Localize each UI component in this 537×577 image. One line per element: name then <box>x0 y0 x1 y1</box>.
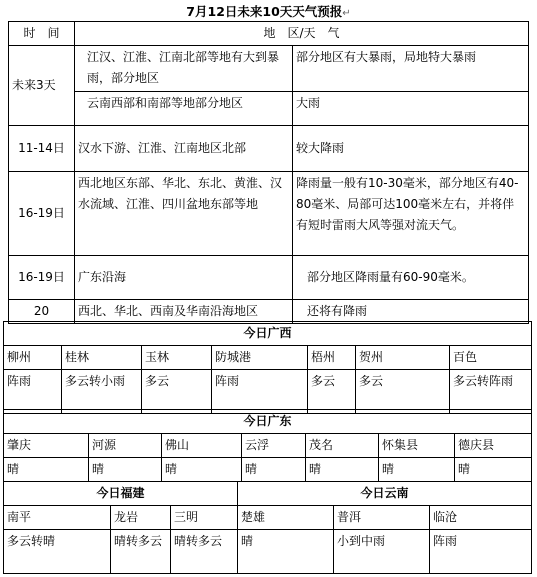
section-heading: 今日广东 <box>4 410 532 434</box>
city-cell: 三明 <box>171 506 238 530</box>
table-row <box>4 370 532 414</box>
table-row <box>9 46 529 92</box>
weather-cell: 晴 <box>89 458 162 482</box>
city-cell: 茂名 <box>306 434 379 458</box>
weather-cell: 多云 <box>142 370 212 414</box>
weather-cell: 晴 <box>162 458 242 482</box>
city-cell: 河源 <box>89 434 162 458</box>
weather-cell: 阵雨 <box>212 370 308 414</box>
city-cell: 临沧 <box>430 506 532 530</box>
weather-cell: 晴 <box>238 530 334 574</box>
city-cell: 桂林 <box>62 346 142 370</box>
city-cell: 百色 <box>450 346 532 370</box>
weather-cell: 还将有降雨 <box>293 300 529 324</box>
weather-cell: 晴 <box>455 458 532 482</box>
city-cell: 防城港 <box>212 346 308 370</box>
region-cell: 西北、华北、西南及华南沿海地区 <box>75 300 293 324</box>
weather-cell: 大雨 <box>293 92 529 126</box>
table-row <box>4 458 532 482</box>
section-heading: 今日福建 <box>4 482 238 506</box>
time-cell: 未来3天 <box>9 46 75 126</box>
weather-cell: 晴 <box>4 458 89 482</box>
weather-cell: 部分地区有大暴雨，局地特大暴雨 <box>293 46 529 92</box>
table-row <box>4 434 532 458</box>
fujian-yunnan-table <box>3 481 532 574</box>
city-cell: 怀集县 <box>379 434 455 458</box>
weather-cell: 多云 <box>308 370 356 414</box>
weather-cell: 晴转多云 <box>111 530 171 574</box>
table-row <box>9 256 529 300</box>
section-heading: 今日云南 <box>238 482 532 506</box>
weather-cell: 降雨量一般有10-30毫米，部分地区有40-80毫米、局部可达100毫米左右，并将伴有短时雷雨大风等强对流天气。 <box>293 172 529 256</box>
weather-cell: 多云 <box>356 370 450 414</box>
region-weather-header: 地 区/天 气 <box>75 22 529 46</box>
table-row <box>4 346 532 370</box>
city-cell: 梧州 <box>308 346 356 370</box>
table-row <box>4 410 532 434</box>
weather-cell: 多云转小雨 <box>62 370 142 414</box>
guangxi-table <box>3 321 532 414</box>
weather-cell: 阵雨 <box>4 370 62 414</box>
weather-cell: 阵雨 <box>430 530 532 574</box>
table-row <box>4 482 532 506</box>
weather-cell: 小到中雨 <box>334 530 430 574</box>
table-row <box>9 92 529 126</box>
region-cell: 广东沿海 <box>75 256 293 300</box>
table-row <box>4 530 532 574</box>
weather-cell: 晴 <box>242 458 306 482</box>
weather-cell: 较大降雨 <box>293 126 529 172</box>
city-cell: 玉林 <box>142 346 212 370</box>
region-cell: 西北地区东部、华北、东北、黄淮、汉水流域、江淮、四川盆地东部等地 <box>75 172 293 256</box>
region-cell: 云南西部和南部等地部分地区 <box>75 92 293 126</box>
guangdong-table <box>3 409 532 482</box>
weather-cell: 部分地区降雨量有60-90毫米。 <box>293 256 529 300</box>
table-row <box>4 506 532 530</box>
time-cell: 16-19日 <box>9 172 75 256</box>
city-cell: 龙岩 <box>111 506 171 530</box>
weather-cell: 多云转晴 <box>4 530 111 574</box>
weather-cell: 晴转多云 <box>171 530 238 574</box>
time-cell: 11-14日 <box>9 126 75 172</box>
table-row <box>9 172 529 256</box>
time-cell: 20 <box>9 300 75 324</box>
table-row <box>9 300 529 324</box>
weather-cell: 晴 <box>306 458 379 482</box>
city-cell: 德庆县 <box>455 434 532 458</box>
section-heading: 今日广西 <box>4 322 532 346</box>
time-header: 时 间 <box>9 22 75 46</box>
table-row <box>4 322 532 346</box>
table-row <box>9 126 529 172</box>
city-cell: 贺州 <box>356 346 450 370</box>
weather-cell: 多云转阵雨 <box>450 370 532 414</box>
city-cell: 肇庆 <box>4 434 89 458</box>
city-cell: 云浮 <box>242 434 306 458</box>
region-cell: 江汉、江淮、江南北部等地有大到暴雨，部分地区 <box>75 46 293 92</box>
city-cell: 普洱 <box>334 506 430 530</box>
page-title: 7月12日未来10天天气预报↵ <box>186 4 351 19</box>
city-cell: 佛山 <box>162 434 242 458</box>
city-cell: 南平 <box>4 506 111 530</box>
city-cell: 楚雄 <box>238 506 334 530</box>
weather-cell: 晴 <box>379 458 455 482</box>
city-cell: 柳州 <box>4 346 62 370</box>
forecast-table <box>8 21 529 324</box>
time-cell: 16-19日 <box>9 256 75 300</box>
region-cell: 汉水下游、江淮、江南地区北部 <box>75 126 293 172</box>
table-row <box>9 22 529 46</box>
